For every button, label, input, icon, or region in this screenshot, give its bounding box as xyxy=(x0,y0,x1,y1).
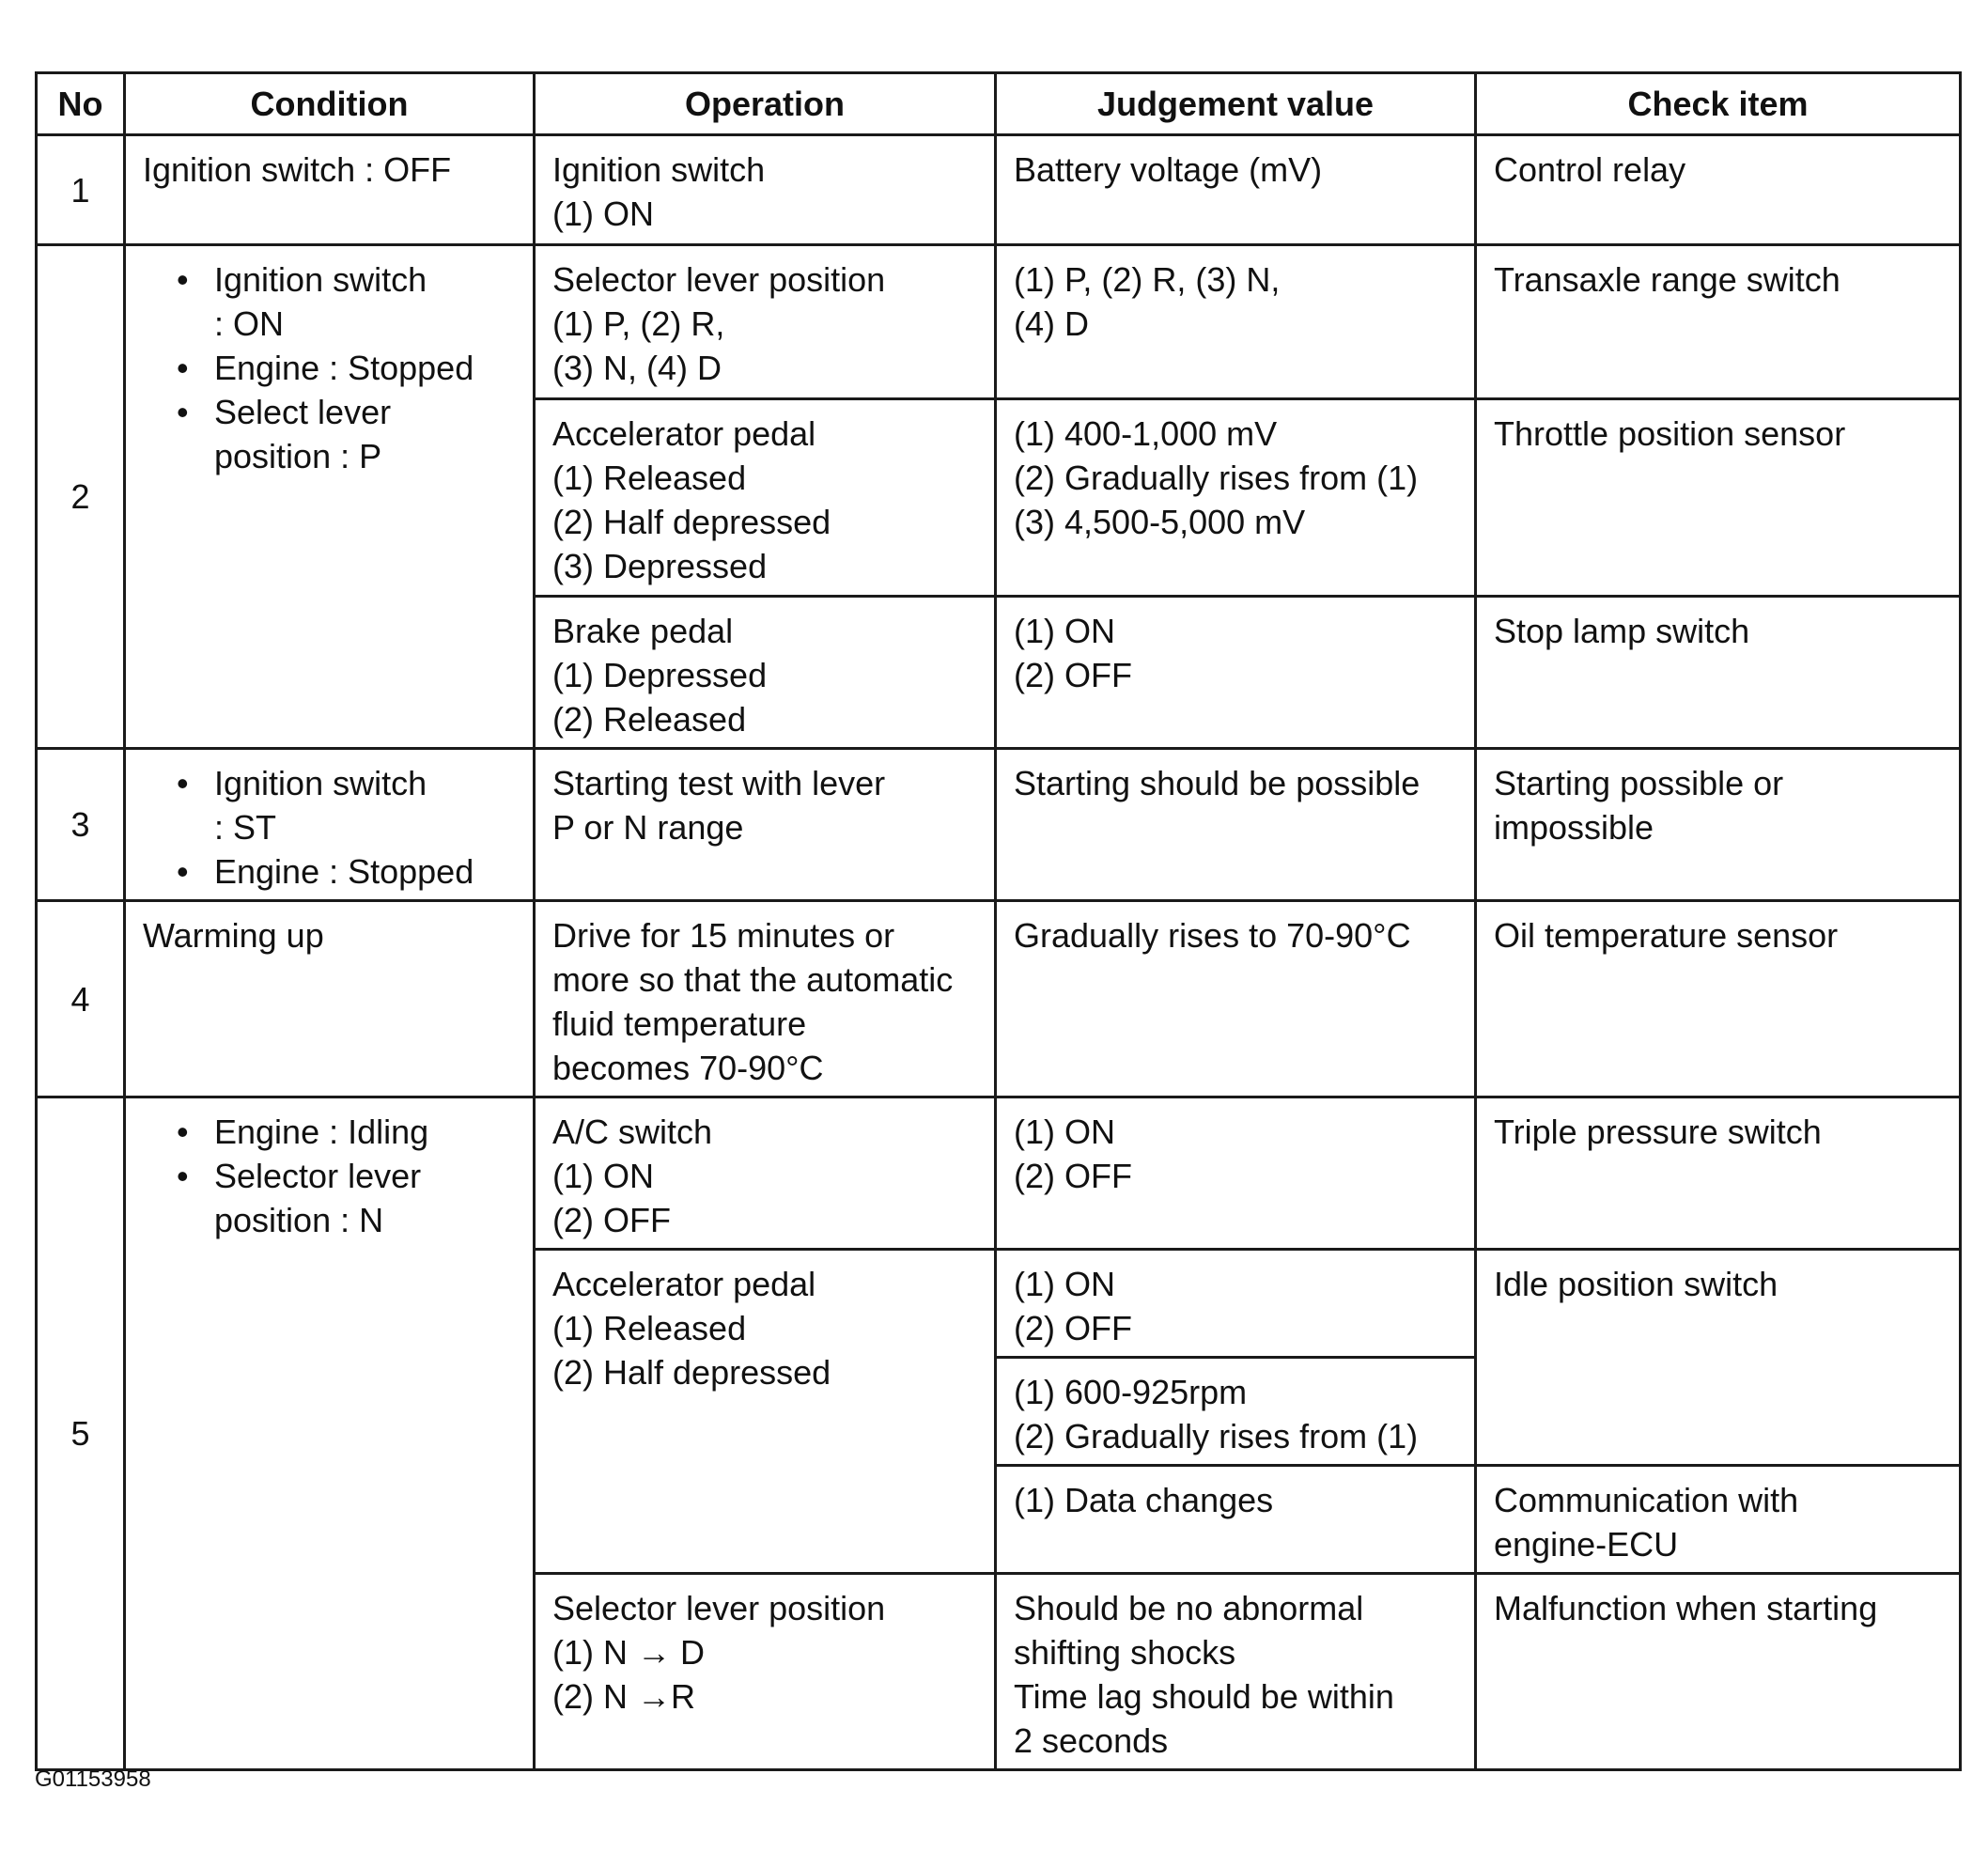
condition-cell xyxy=(125,1097,535,1770)
judgement-cell xyxy=(996,1574,1476,1770)
judgement-line: shifting shocks xyxy=(1014,1633,1236,1672)
condition-line: position : P xyxy=(214,437,382,475)
header-judgement: Judgement value xyxy=(996,73,1476,135)
judgement-line: (2) OFF xyxy=(1014,656,1132,694)
judgement-line: (1) P, (2) R, (3) N, xyxy=(1014,260,1281,299)
operation-cell xyxy=(535,901,996,1097)
check-cell xyxy=(1476,1250,1961,1466)
condition-item xyxy=(214,761,516,849)
condition-line: • Engine : Idling xyxy=(214,1113,429,1151)
table-row xyxy=(37,135,1961,245)
operation-line: A/C switch xyxy=(552,1113,713,1151)
check-line: Stop lamp switch xyxy=(1494,612,1750,650)
judgement-cell xyxy=(996,1097,1476,1250)
operation-line: Ignition switch xyxy=(552,150,766,189)
operation-line: (1) P, (2) R, xyxy=(552,304,725,343)
judgement-cell xyxy=(996,399,1476,597)
condition-item xyxy=(214,346,516,390)
condition-cell xyxy=(125,749,535,901)
row-number: 1 xyxy=(37,135,125,245)
judgement-cell xyxy=(996,1250,1476,1358)
check-line: Idle position switch xyxy=(1494,1265,1778,1303)
check-line: engine-ECU xyxy=(1494,1525,1679,1564)
judgement-cell xyxy=(996,597,1476,749)
judgement-line: (2) Gradually rises from (1) xyxy=(1014,1417,1419,1455)
judgement-cell xyxy=(996,135,1476,245)
operation-cell xyxy=(535,1250,996,1574)
header-check-item: Check item xyxy=(1476,73,1961,135)
judgement-cell xyxy=(996,901,1476,1097)
operation-cell xyxy=(535,1574,996,1770)
judgement-cell xyxy=(996,749,1476,901)
operation-line: Starting test with lever xyxy=(552,764,886,802)
condition-line: : ON xyxy=(214,304,285,343)
condition-item xyxy=(214,1110,516,1154)
condition-line: • Engine : Stopped xyxy=(214,349,474,387)
judgement-line: (1) 600-925rpm xyxy=(1014,1373,1248,1411)
condition-list xyxy=(143,1110,516,1242)
operation-cell xyxy=(535,749,996,901)
operation-line: (1) N → D xyxy=(552,1633,705,1672)
condition-cell xyxy=(125,901,535,1097)
row-number: 3 xyxy=(37,749,125,901)
check-line: Throttle position sensor xyxy=(1494,414,1846,453)
operation-cell xyxy=(535,399,996,597)
operation-line: P or N range xyxy=(552,808,744,847)
operation-line: (1) Depressed xyxy=(552,656,768,694)
judgement-cell xyxy=(996,1466,1476,1574)
judgement-line: Gradually rises to 70-90°C xyxy=(1014,916,1411,955)
row-number: 2 xyxy=(37,245,125,749)
table-row xyxy=(37,245,1961,399)
judgement-line: (1) Data changes xyxy=(1014,1481,1274,1519)
operation-line: Drive for 15 minutes or xyxy=(552,916,895,955)
condition-list xyxy=(143,257,516,478)
check-cell xyxy=(1476,597,1961,749)
check-line: Triple pressure switch xyxy=(1494,1113,1822,1151)
check-cell xyxy=(1476,1466,1961,1574)
operation-cell xyxy=(535,245,996,399)
check-line: Malfunction when starting xyxy=(1494,1589,1878,1627)
operation-line: (2) Half depressed xyxy=(552,503,831,541)
condition-line: position : N xyxy=(214,1201,384,1239)
operation-line: (2) Half depressed xyxy=(552,1353,831,1392)
header-no: No xyxy=(37,73,125,135)
judgement-line: (2) Gradually rises from (1) xyxy=(1014,459,1419,497)
operation-line: Brake pedal xyxy=(552,612,734,650)
operation-line: (3) Depressed xyxy=(552,547,768,585)
operation-line: Selector lever position xyxy=(552,260,886,299)
operation-line: Accelerator pedal xyxy=(552,414,816,453)
figure-code: G01153958 xyxy=(35,1766,151,1792)
header-condition: Condition xyxy=(125,73,535,135)
check-line: Transaxle range switch xyxy=(1494,260,1840,299)
check-cell xyxy=(1476,749,1961,901)
table-row xyxy=(37,1097,1961,1250)
check-line: Communication with xyxy=(1494,1481,1799,1519)
condition-item xyxy=(214,1154,516,1242)
judgement-line: (1) ON xyxy=(1014,612,1115,650)
operation-cell xyxy=(535,597,996,749)
row-number: 4 xyxy=(37,901,125,1097)
operation-line: (1) ON xyxy=(552,195,654,233)
condition-item xyxy=(214,390,516,478)
operation-line: (3) N, (4) D xyxy=(552,349,722,387)
condition-text: Warming up xyxy=(143,916,324,955)
operation-line: (2) N →R xyxy=(552,1677,695,1716)
check-cell xyxy=(1476,1097,1961,1250)
condition-line: : ST xyxy=(214,808,277,847)
operation-line: Selector lever position xyxy=(552,1589,886,1627)
condition-line: • Select lever xyxy=(214,393,392,431)
header-row xyxy=(37,73,1961,135)
diagnostic-table xyxy=(35,71,1962,1771)
judgement-line: (4) D xyxy=(1014,304,1089,343)
judgement-line: (3) 4,500-5,000 mV xyxy=(1014,503,1306,541)
condition-line: • Ignition switch xyxy=(214,764,427,802)
table-row xyxy=(37,749,1961,901)
operation-line: (1) Released xyxy=(552,1309,747,1347)
judgement-line: 2 seconds xyxy=(1014,1721,1169,1760)
operation-line: (2) Released xyxy=(552,700,747,739)
check-cell xyxy=(1476,901,1961,1097)
judgement-cell xyxy=(996,245,1476,399)
condition-item xyxy=(214,257,516,346)
operation-cell xyxy=(535,1097,996,1250)
operation-line: more so that the automatic xyxy=(552,960,954,999)
condition-cell xyxy=(125,245,535,749)
check-line: Control relay xyxy=(1494,150,1686,189)
check-line: impossible xyxy=(1494,808,1654,847)
judgement-line: Battery voltage (mV) xyxy=(1014,150,1323,189)
check-cell xyxy=(1476,135,1961,245)
header-operation: Operation xyxy=(535,73,996,135)
operation-line: (1) ON xyxy=(552,1157,654,1195)
row-number: 5 xyxy=(37,1097,125,1770)
condition-list xyxy=(143,761,516,894)
judgement-line: (1) ON xyxy=(1014,1113,1115,1151)
condition-line: • Engine : Stopped xyxy=(214,852,474,891)
judgement-line: Starting should be possible xyxy=(1014,764,1421,802)
operation-line: fluid temperature xyxy=(552,1004,807,1043)
check-line: Oil temperature sensor xyxy=(1494,916,1839,955)
table-row xyxy=(37,901,1961,1097)
judgement-line: Should be no abnormal xyxy=(1014,1589,1364,1627)
operation-line: becomes 70-90°C xyxy=(552,1049,824,1087)
operation-line: Accelerator pedal xyxy=(552,1265,816,1303)
judgement-line: (2) OFF xyxy=(1014,1157,1132,1195)
operation-cell xyxy=(535,135,996,245)
operation-line: (1) Released xyxy=(552,459,747,497)
check-cell xyxy=(1476,1574,1961,1770)
check-cell xyxy=(1476,399,1961,597)
judgement-line: (1) ON xyxy=(1014,1265,1115,1303)
condition-cell xyxy=(125,135,535,245)
judgement-line: Time lag should be within xyxy=(1014,1677,1394,1716)
condition-line: • Ignition switch xyxy=(214,260,427,299)
condition-item xyxy=(214,849,516,894)
check-cell xyxy=(1476,245,1961,399)
judgement-line: (2) OFF xyxy=(1014,1309,1132,1347)
judgement-cell xyxy=(996,1358,1476,1466)
condition-line: • Selector lever xyxy=(214,1157,422,1195)
condition-text: Ignition switch : OFF xyxy=(143,150,452,189)
check-line: Starting possible or xyxy=(1494,764,1784,802)
judgement-line: (1) 400-1,000 mV xyxy=(1014,414,1278,453)
operation-line: (2) OFF xyxy=(552,1201,671,1239)
